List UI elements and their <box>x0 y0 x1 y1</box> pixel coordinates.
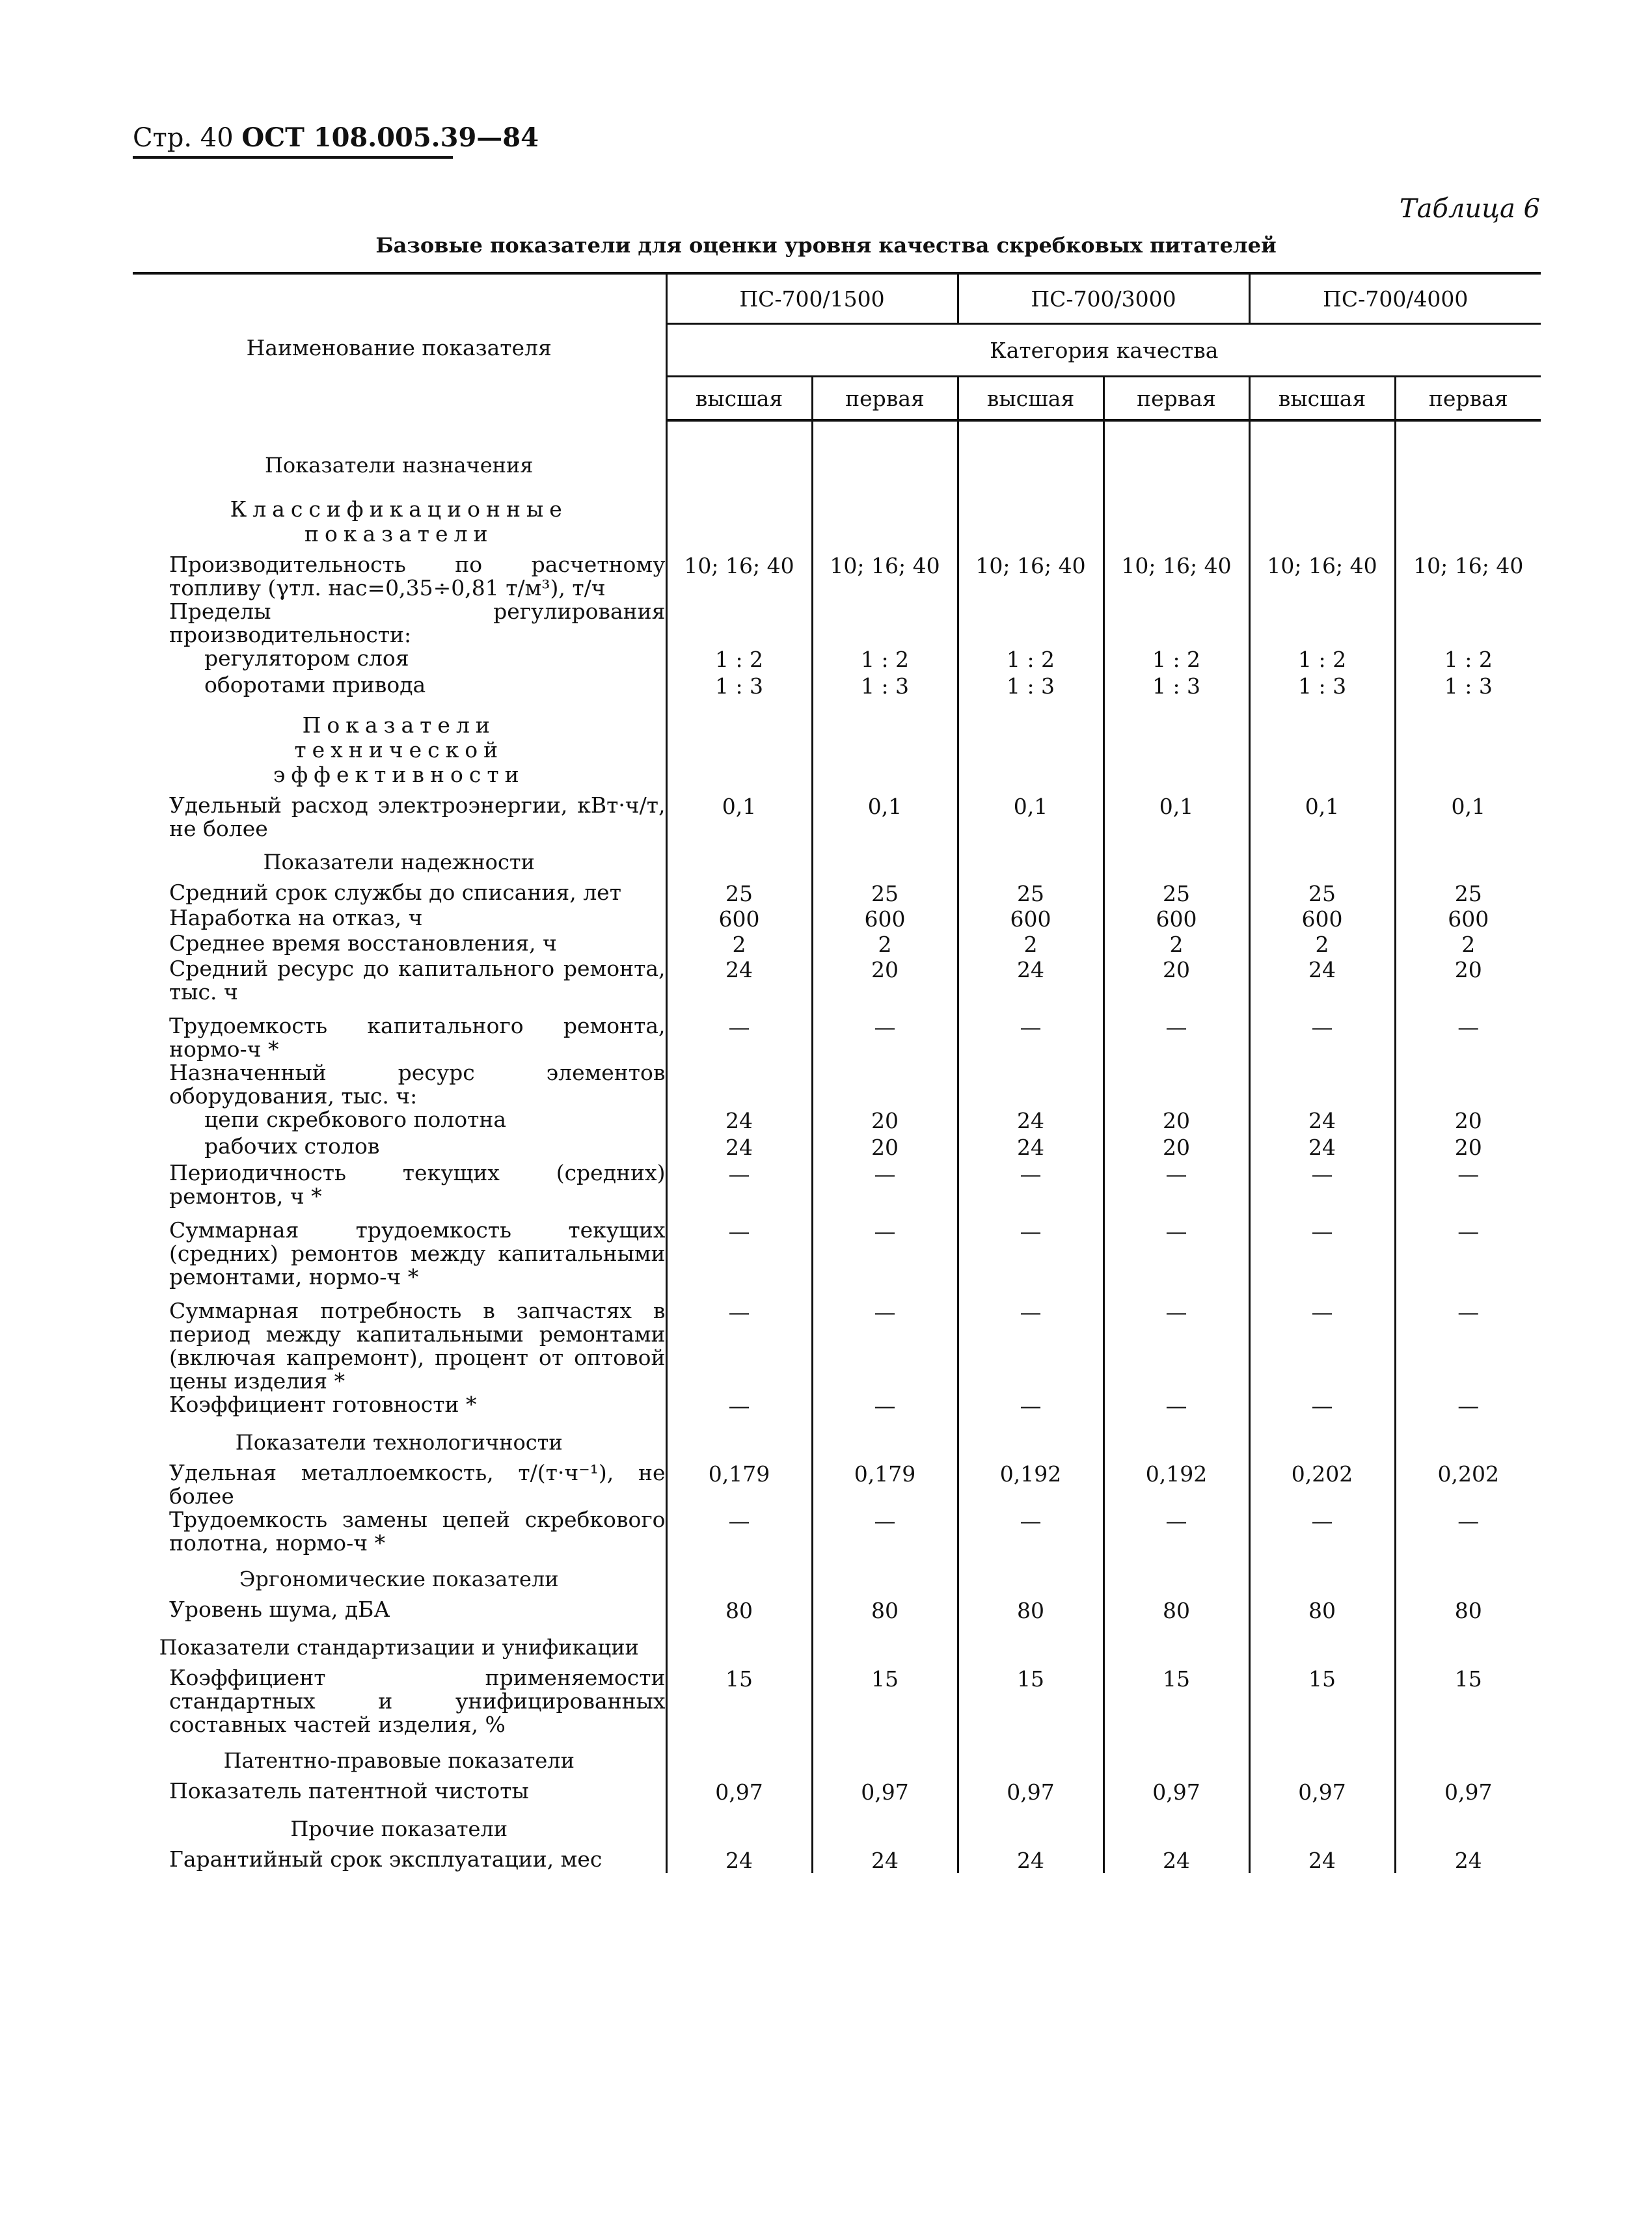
table-row <box>133 1598 1541 1623</box>
empty-cell <box>1249 1555 1395 1598</box>
value-cell: 20 <box>812 1108 958 1135</box>
value-cell <box>666 600 812 647</box>
value-cell: 24 <box>958 1108 1104 1135</box>
value-cell: 0,97 <box>1395 1779 1541 1805</box>
value-cell: — <box>1104 1289 1249 1393</box>
empty-cell <box>666 1418 812 1461</box>
table-row <box>133 1061 1541 1108</box>
value-cell <box>1395 600 1541 647</box>
table-row <box>133 1108 1541 1135</box>
empty-cell <box>812 1555 958 1598</box>
value-cell: — <box>958 1161 1104 1208</box>
column-header-name: Наименование показателя <box>246 334 552 360</box>
empty-cell <box>958 1623 1104 1666</box>
value-cell: 24 <box>666 957 812 1004</box>
value-cell <box>1104 600 1249 647</box>
table-row <box>133 1666 1541 1736</box>
empty-cell <box>1395 1736 1541 1779</box>
value-cell: 80 <box>958 1598 1104 1623</box>
value-cell: 600 <box>812 906 958 932</box>
value-cell <box>1249 600 1395 647</box>
row-label: рабочих столов <box>204 1133 380 1159</box>
row-label: Назначенный ресурс элементов оборудования, тыс. ч: <box>169 1060 666 1109</box>
value-cell: 1 : 2 <box>666 647 812 673</box>
empty-cell <box>666 1805 812 1848</box>
empty-cell <box>812 1805 958 1848</box>
value-cell: — <box>1104 1208 1249 1289</box>
table-row <box>133 1135 1541 1161</box>
empty-cell <box>958 841 1104 881</box>
value-cell: — <box>1395 1004 1541 1061</box>
page-number: Стр. 40 <box>133 123 234 153</box>
value-cell: 0,1 <box>666 794 812 841</box>
value-cell: — <box>958 1508 1104 1555</box>
section-title: Показатели назначения <box>265 453 534 478</box>
value-cell: 25 <box>1104 881 1249 906</box>
empty-cell <box>1395 841 1541 881</box>
value-cell: 1 : 2 <box>958 647 1104 673</box>
value-cell: 1 : 2 <box>812 647 958 673</box>
empty-cell <box>1104 420 1249 484</box>
empty-cell <box>1104 1555 1249 1598</box>
table-row <box>133 1393 1541 1418</box>
section-title: Эргономические показатели <box>239 1567 559 1591</box>
value-cell: — <box>1395 1208 1541 1289</box>
empty-cell <box>1104 1418 1249 1461</box>
value-cell: 24 <box>958 1135 1104 1161</box>
row-label: Производительность по расчетному топливу (γтл. нас=0,35÷0,81 т/м³), т/ч <box>169 552 666 601</box>
column-header-model: ПС-700/4000 <box>1249 273 1541 324</box>
value-cell: 1 : 3 <box>1395 673 1541 700</box>
empty-cell <box>812 1418 958 1461</box>
value-cell: 80 <box>1249 1598 1395 1623</box>
value-cell: 25 <box>812 881 958 906</box>
value-cell: — <box>1104 1393 1249 1418</box>
column-header-grade: первая <box>812 377 958 421</box>
value-cell: 24 <box>1395 1848 1541 1873</box>
column-header-category: Категория качества <box>666 324 1541 377</box>
header-rule <box>133 156 453 159</box>
empty-cell <box>1249 1418 1395 1461</box>
value-cell: 2 <box>1104 932 1249 957</box>
empty-cell <box>1104 1736 1249 1779</box>
empty-cell <box>1104 841 1249 881</box>
value-cell: 24 <box>1104 1848 1249 1873</box>
row-label: оборотами привода <box>204 672 426 697</box>
value-cell: — <box>812 1004 958 1061</box>
value-cell: — <box>812 1393 958 1418</box>
value-cell: 24 <box>1249 1108 1395 1135</box>
row-label: Средний ресурс до капитального ремонта, тыс. ч <box>169 956 666 1005</box>
row-label: Средний срок службы до списания, лет <box>169 880 621 905</box>
value-cell: 80 <box>812 1598 958 1623</box>
empty-cell <box>1104 1805 1249 1848</box>
value-cell: 0,192 <box>1104 1461 1249 1508</box>
column-header-grade: первая <box>1395 377 1541 421</box>
section-row <box>133 841 1541 881</box>
value-cell: 24 <box>958 957 1104 1004</box>
value-cell: 15 <box>666 1666 812 1736</box>
table-row <box>133 1004 1541 1061</box>
value-cell: 0,97 <box>666 1779 812 1805</box>
value-cell: 0,97 <box>1104 1779 1249 1805</box>
table-title: Базовые показатели для оценки уровня качества скребковых питателей <box>375 233 1277 258</box>
empty-cell <box>1249 841 1395 881</box>
value-cell: 24 <box>1249 1135 1395 1161</box>
value-cell: 0,1 <box>1249 794 1395 841</box>
section-title: Прочие показатели <box>290 1817 508 1841</box>
column-header-grade: высшая <box>1249 377 1395 421</box>
empty-cell <box>958 484 1104 553</box>
value-cell <box>812 600 958 647</box>
empty-cell <box>1395 1418 1541 1461</box>
empty-cell <box>666 1555 812 1598</box>
section-title: Патентно-правовые показатели <box>223 1748 575 1773</box>
value-cell: 0,97 <box>1249 1779 1395 1805</box>
value-cell: — <box>812 1289 958 1393</box>
value-cell: 25 <box>958 881 1104 906</box>
row-label: Наработка на отказ, ч <box>169 905 423 930</box>
section-row <box>133 1805 1541 1848</box>
value-cell: 80 <box>666 1598 812 1623</box>
value-cell: — <box>666 1508 812 1555</box>
row-label: Коэффициент готовности * <box>169 1392 477 1417</box>
row-label: Пределы регулирования производительности: <box>169 599 666 647</box>
value-cell: 20 <box>1395 957 1541 1004</box>
row-label: Трудоемкость капитального ремонта, нормо-ч * <box>169 1013 666 1062</box>
value-cell: 24 <box>812 1848 958 1873</box>
value-cell: 10; 16; 40 <box>958 553 1104 600</box>
value-cell: 2 <box>666 932 812 957</box>
value-cell: 20 <box>1395 1108 1541 1135</box>
table-number: Таблица 6 <box>1399 194 1540 224</box>
value-cell: 20 <box>812 957 958 1004</box>
table-row <box>133 1461 1541 1508</box>
value-cell <box>1249 1061 1395 1108</box>
empty-cell <box>666 841 812 881</box>
value-cell: 15 <box>958 1666 1104 1736</box>
value-cell: 0,1 <box>1395 794 1541 841</box>
column-header-grade: первая <box>1104 377 1249 421</box>
subsection-row <box>133 484 1541 553</box>
value-cell: 20 <box>1104 957 1249 1004</box>
row-label: Суммарная трудоемкость текущих (средних) ремонтов между капитальными ремонтами, нормо-ч * <box>169 1217 666 1290</box>
value-cell: 0,179 <box>812 1461 958 1508</box>
value-cell: — <box>666 1208 812 1289</box>
empty-cell <box>666 420 812 484</box>
table-row <box>133 932 1541 957</box>
table-row <box>133 881 1541 906</box>
column-header-grade: высшая <box>958 377 1104 421</box>
empty-cell <box>1249 1736 1395 1779</box>
value-cell <box>1395 1061 1541 1108</box>
value-cell: — <box>958 1208 1104 1289</box>
value-cell: 600 <box>1249 906 1395 932</box>
value-cell: 0,1 <box>812 794 958 841</box>
value-cell: 20 <box>1104 1135 1249 1161</box>
value-cell: 24 <box>1249 957 1395 1004</box>
value-cell: 0,202 <box>1395 1461 1541 1508</box>
row-label: Среднее время восстановления, ч <box>169 930 557 956</box>
table-row <box>133 1289 1541 1393</box>
value-cell: — <box>1395 1161 1541 1208</box>
value-cell: 80 <box>1104 1598 1249 1623</box>
value-cell: 2 <box>1395 932 1541 957</box>
empty-cell <box>1395 1805 1541 1848</box>
value-cell: 10; 16; 40 <box>666 553 812 600</box>
subsection-title: Классификационные показатели <box>230 496 568 547</box>
value-cell: 20 <box>1104 1108 1249 1135</box>
value-cell: 600 <box>1104 906 1249 932</box>
value-cell: — <box>812 1161 958 1208</box>
row-label: Коэффициент применяемости стандартных и унифицированных составных частей изделия, % <box>169 1665 666 1737</box>
section-row <box>133 1623 1541 1666</box>
indicators-table <box>133 272 1541 1873</box>
empty-cell <box>1395 484 1541 553</box>
page-header <box>133 122 539 153</box>
value-cell: 1 : 3 <box>1104 673 1249 700</box>
value-cell: — <box>1249 1508 1395 1555</box>
table-row <box>133 794 1541 841</box>
value-cell: 10; 16; 40 <box>1395 553 1541 600</box>
empty-cell <box>1395 1555 1541 1598</box>
value-cell: 0,179 <box>666 1461 812 1508</box>
value-cell: 600 <box>1395 906 1541 932</box>
row-label: регулятором слоя <box>204 645 409 671</box>
value-cell: — <box>958 1289 1104 1393</box>
table-row <box>133 1208 1541 1289</box>
value-cell: — <box>1104 1508 1249 1555</box>
row-label: Трудоемкость замены цепей скребкового полотна, нормо-ч * <box>169 1507 666 1556</box>
table-row <box>133 957 1541 1004</box>
empty-cell <box>1249 700 1395 794</box>
section-title: Показатели надежности <box>263 850 535 874</box>
value-cell: 20 <box>812 1135 958 1161</box>
value-cell: 10; 16; 40 <box>1249 553 1395 600</box>
column-header-model: ПС-700/3000 <box>958 273 1249 324</box>
table-row <box>133 1848 1541 1873</box>
value-cell: — <box>1104 1004 1249 1061</box>
row-label: Периодичность текущих (средних) ремонтов, ч * <box>169 1160 666 1209</box>
table-row <box>133 553 1541 600</box>
empty-cell <box>1249 484 1395 553</box>
row-label: цепи скребкового полотна <box>204 1107 507 1132</box>
table-row <box>133 1779 1541 1805</box>
value-cell: 10; 16; 40 <box>1104 553 1249 600</box>
column-header-model: ПС-700/1500 <box>666 273 958 324</box>
value-cell: 24 <box>1249 1848 1395 1873</box>
value-cell: 25 <box>666 881 812 906</box>
row-label: Удельный расход электроэнергии, кВт·ч/т, не более <box>169 792 666 841</box>
empty-cell <box>958 420 1104 484</box>
section-title: Показатели технологичности <box>235 1430 563 1455</box>
value-cell: — <box>1249 1004 1395 1061</box>
empty-cell <box>666 1736 812 1779</box>
value-cell: 15 <box>1104 1666 1249 1736</box>
value-cell: — <box>1249 1393 1395 1418</box>
value-cell: 0,202 <box>1249 1461 1395 1508</box>
value-cell: 24 <box>958 1848 1104 1873</box>
value-cell: 24 <box>666 1108 812 1135</box>
empty-cell <box>958 1418 1104 1461</box>
table-row <box>133 600 1541 647</box>
value-cell: — <box>958 1393 1104 1418</box>
empty-cell <box>666 1623 812 1666</box>
value-cell: 15 <box>812 1666 958 1736</box>
value-cell: 0,1 <box>1104 794 1249 841</box>
empty-cell <box>812 841 958 881</box>
value-cell: 600 <box>958 906 1104 932</box>
value-cell: 1 : 2 <box>1249 647 1395 673</box>
section-row <box>133 420 1541 484</box>
standard-code: ОСТ 108.005.39—84 <box>241 122 539 153</box>
value-cell: — <box>1395 1289 1541 1393</box>
empty-cell <box>958 1736 1104 1779</box>
row-label: Показатель патентной чистоты <box>169 1778 529 1803</box>
table-row <box>133 647 1541 673</box>
value-cell: — <box>666 1289 812 1393</box>
value-cell: 1 : 2 <box>1104 647 1249 673</box>
value-cell: — <box>1249 1208 1395 1289</box>
value-cell: — <box>812 1508 958 1555</box>
subsection-title: Показатели технической эффективности <box>273 712 525 787</box>
value-cell: 0,1 <box>958 794 1104 841</box>
empty-cell <box>812 420 958 484</box>
table-row <box>133 906 1541 932</box>
value-cell: 1 : 3 <box>812 673 958 700</box>
value-cell: 25 <box>1395 881 1541 906</box>
empty-cell <box>1395 700 1541 794</box>
column-header-grade: высшая <box>666 377 812 421</box>
value-cell: 24 <box>666 1135 812 1161</box>
section-title: Показатели стандартизации и унификации <box>159 1635 639 1660</box>
empty-cell <box>1104 700 1249 794</box>
value-cell: — <box>1395 1393 1541 1418</box>
value-cell <box>958 600 1104 647</box>
empty-cell <box>1249 1623 1395 1666</box>
row-label: Суммарная потребность в запчастях в период между капитальными ремонтами (включая капремонт), процент от оптовой цены изделия * <box>169 1298 666 1394</box>
value-cell: 15 <box>1249 1666 1395 1736</box>
value-cell: 600 <box>666 906 812 932</box>
value-cell: 1 : 3 <box>958 673 1104 700</box>
value-cell: — <box>1249 1289 1395 1393</box>
section-row <box>133 1736 1541 1779</box>
empty-cell <box>958 1555 1104 1598</box>
value-cell: 24 <box>666 1848 812 1873</box>
value-cell: 0,97 <box>812 1779 958 1805</box>
empty-cell <box>812 484 958 553</box>
value-cell: — <box>666 1004 812 1061</box>
table-row <box>133 1508 1541 1555</box>
value-cell: 2 <box>812 932 958 957</box>
value-cell: 2 <box>1249 932 1395 957</box>
empty-cell <box>1104 484 1249 553</box>
value-cell: 10; 16; 40 <box>812 553 958 600</box>
empty-cell <box>812 1623 958 1666</box>
value-cell: — <box>666 1161 812 1208</box>
value-cell <box>1104 1061 1249 1108</box>
value-cell: 0,97 <box>958 1779 1104 1805</box>
empty-cell <box>812 700 958 794</box>
empty-cell <box>1395 1623 1541 1666</box>
value-cell: 15 <box>1395 1666 1541 1736</box>
empty-cell <box>1395 420 1541 484</box>
value-cell: — <box>666 1393 812 1418</box>
row-label: Уровень шума, дБА <box>169 1597 390 1622</box>
empty-cell <box>812 1736 958 1779</box>
value-cell: 1 : 3 <box>666 673 812 700</box>
empty-cell <box>1249 1805 1395 1848</box>
value-cell <box>958 1061 1104 1108</box>
value-cell: — <box>958 1004 1104 1061</box>
value-cell: — <box>1104 1161 1249 1208</box>
empty-cell <box>958 1805 1104 1848</box>
value-cell: 80 <box>1395 1598 1541 1623</box>
subsection-row <box>133 700 1541 794</box>
value-cell: 25 <box>1249 881 1395 906</box>
value-cell <box>666 1061 812 1108</box>
section-row <box>133 1555 1541 1598</box>
empty-cell <box>666 700 812 794</box>
value-cell: 1 : 3 <box>1249 673 1395 700</box>
empty-cell <box>1249 420 1395 484</box>
value-cell: — <box>812 1208 958 1289</box>
value-cell: 2 <box>958 932 1104 957</box>
table-row <box>133 1161 1541 1208</box>
value-cell: 0,192 <box>958 1461 1104 1508</box>
row-label: Удельная металлоемкость, т/(т·ч⁻¹), не более <box>169 1460 666 1509</box>
table-row <box>133 673 1541 700</box>
value-cell: — <box>1249 1161 1395 1208</box>
value-cell: 20 <box>1395 1135 1541 1161</box>
empty-cell <box>958 700 1104 794</box>
empty-cell <box>666 484 812 553</box>
value-cell <box>812 1061 958 1108</box>
value-cell: 1 : 2 <box>1395 647 1541 673</box>
empty-cell <box>1104 1623 1249 1666</box>
section-row <box>133 1418 1541 1461</box>
value-cell: — <box>1395 1508 1541 1555</box>
row-label: Гарантийный срок эксплуатации, мес <box>169 1846 603 1872</box>
